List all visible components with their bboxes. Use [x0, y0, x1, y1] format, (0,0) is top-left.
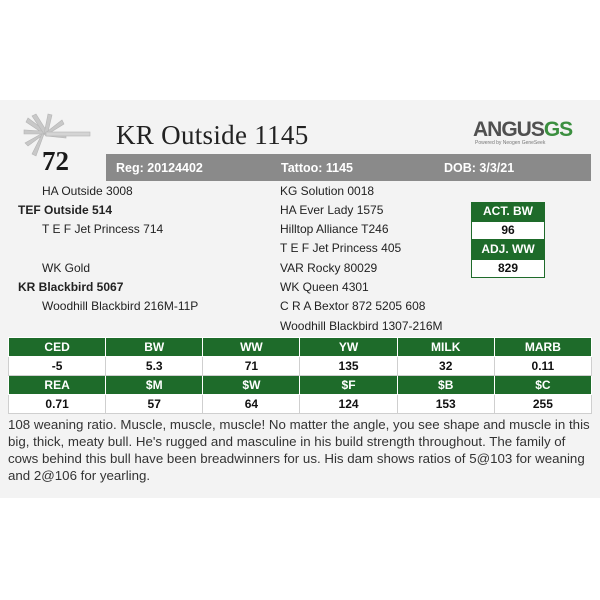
epd-value: 71: [203, 357, 300, 376]
pedigree-right-3: Hilltop Alliance T246: [280, 222, 389, 236]
index-value: 153: [397, 395, 494, 414]
sire: TEF Outside 514: [18, 203, 113, 217]
index-header-row: [9, 376, 592, 395]
epd-value: 5.3: [106, 357, 203, 376]
date-of-birth: DOB: 3/3/21: [444, 161, 515, 175]
epd-header: CED: [9, 338, 106, 357]
epd-value: 135: [300, 357, 397, 376]
index-value: 124: [300, 395, 397, 414]
brand-main: ANGUS: [473, 118, 544, 141]
index-value: 255: [494, 395, 591, 414]
act-bw-label: ACT. BW: [471, 202, 545, 221]
pedigree-right-6: WK Queen 4301: [280, 280, 369, 294]
pedigree-right-2: HA Ever Lady 1575: [280, 203, 384, 217]
index-header: $M: [106, 376, 203, 395]
index-value: 57: [106, 395, 203, 414]
brand-suffix: GS: [543, 118, 573, 141]
pedigree-right-5: VAR Rocky 80029: [280, 261, 378, 275]
epd-value-row: [9, 357, 592, 376]
epd-header: MILK: [397, 338, 494, 357]
index-value: 64: [203, 395, 300, 414]
registration-info-bar: [106, 154, 591, 181]
epd-value: 0.11: [494, 357, 591, 376]
brand-tagline: Powered by Neogen GeneSeek: [475, 140, 546, 146]
index-value-row: [9, 395, 592, 414]
epd-header: MARB: [494, 338, 591, 357]
adj-ww-value: 829: [471, 259, 545, 278]
pedigree-right-8: Woodhill Blackbird 1307-216M: [280, 319, 443, 333]
pedigree-right-7: C R A Bextor 872 5205 608: [280, 299, 426, 313]
epd-header: YW: [300, 338, 397, 357]
pedigree-right-4: T E F Jet Princess 405: [280, 241, 402, 255]
dam-sire: WK Gold: [42, 261, 91, 275]
index-header: $W: [203, 376, 300, 395]
animal-name-title: KR Outside 1145: [116, 120, 309, 150]
sire-dam: T E F Jet Princess 714: [42, 222, 164, 236]
index-header: $C: [494, 376, 591, 395]
tattoo: Tattoo: 1145: [281, 161, 354, 175]
dam-dam: Woodhill Blackbird 216M-11P: [42, 299, 199, 313]
dam: KR Blackbird 5067: [18, 280, 124, 294]
pedigree-right-1: KG Solution 0018: [280, 184, 375, 198]
epd-value: -5: [9, 357, 106, 376]
lot-remarks: 108 weaning ratio. Muscle, muscle, muscle! No matter the angle, you see shape and muscle in this big, thick, meaty bull. He's rugged and masculine in his build strength throughout. The family of cows behind this bull have been breadwinners for us. His dam shows ratios of 5@103 for weaning and 2@106 for yearling.: [8, 417, 590, 483]
act-bw-value: 96: [471, 221, 545, 240]
angus-gs-logo: [473, 118, 572, 146]
lot-number: 72: [42, 146, 69, 176]
epd-table: [8, 337, 592, 414]
index-header: REA: [9, 376, 106, 395]
index-header: $F: [300, 376, 397, 395]
index-value: 0.71: [9, 395, 106, 414]
epd-header: WW: [203, 338, 300, 357]
index-header: $B: [397, 376, 494, 395]
epd-header: BW: [106, 338, 203, 357]
adj-ww-label: ADJ. WW: [471, 240, 545, 259]
sire-sire: HA Outside 3008: [42, 184, 133, 198]
epd-header-row: [9, 338, 592, 357]
registration-number: Reg: 20124402: [116, 161, 203, 175]
epd-value: 32: [397, 357, 494, 376]
